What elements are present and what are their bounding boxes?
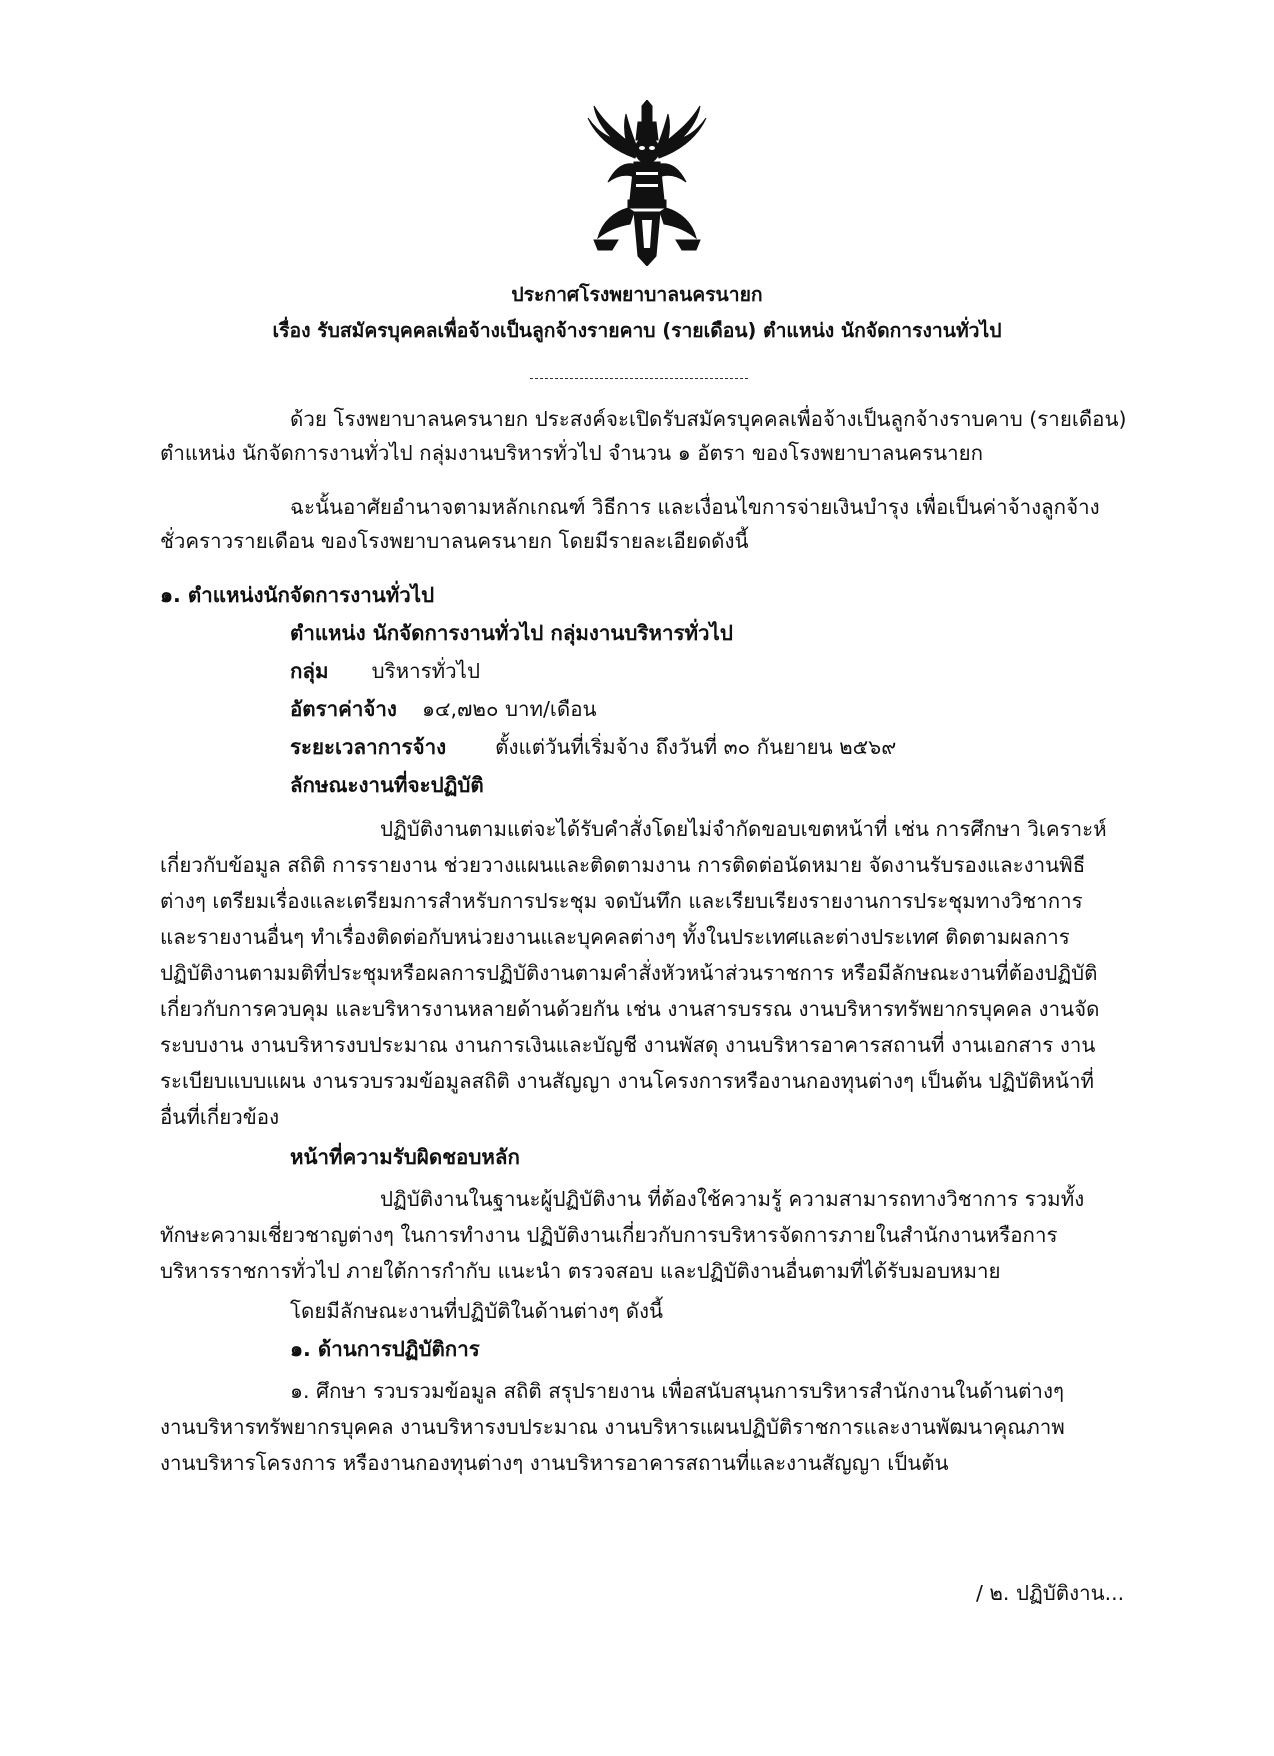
area-1-line: งานบริหารทรัพยากรบุคคล งานบริหารงบประมาณ งานบริหารแผนปฏิบัติราชการและงานพัฒนาคุณภาพ	[160, 1415, 1065, 1439]
period-label: ระยะเวลาการจ้าง	[290, 735, 447, 759]
title-separator	[530, 378, 748, 379]
section-1-heading: ๑. ตำแหน่งนักจัดการงานทั่วไป	[160, 583, 435, 607]
document-title: ประกาศโรงพยาบาลนครนายก	[511, 283, 763, 306]
area-1-line: งานบริหารโครงการ หรืองานกองทุนต่างๆ งานบริหารอาคารสถานที่และงานสัญญา เป็นต้น	[160, 1451, 949, 1475]
areas-intro: โดยมีลักษณะงานที่ปฏิบัติในด้านต่างๆ ดังนี้	[290, 1299, 664, 1323]
duties-heading: ลักษณะงานที่จะปฏิบัติ	[290, 773, 484, 797]
duties-line: อื่นที่เกี่ยวข้อง	[160, 1105, 280, 1129]
duties-line: เกี่ยวกับข้อมูล สถิติ การรายงาน ช่วยวางแผนและติดตามงาน การติดต่อนัดหมาย จัดงานรับรองและงานพิธี	[160, 853, 1086, 877]
intro-paragraph-2-line-2: ชั่วคราวรายเดือน ของโรงพยาบาลนครนายก โดยมีรายละเอียดดังนี้	[160, 529, 749, 553]
responsibilities-line: บริหารราชการทั่วไป ภายใต้การกำกับ แนะนำ ตรวจสอบ และปฏิบัติงานอื่นตามที่ได้รับมอบหมาย	[160, 1259, 1001, 1283]
responsibilities-line: ทักษะความเชี่ยวชาญต่างๆ ในการทำงาน ปฏิบัติงานเกี่ยวกับการบริหารจัดการภายในสำนักงานหรือการ	[160, 1223, 1058, 1247]
duties-line: ระเบียบแบบแผน งานรวบรวมข้อมูลสถิติ งานสัญญา งานโครงการหรืองานกองทุนต่างๆ เป็นต้น ปฏิบัติหน้าที่	[160, 1069, 1095, 1093]
duties-line: ระบบงาน งานบริหารงบประมาณ งานการเงินและบัญชี งานพัสดุ งานบริหารอาคารสถานที่ งานเอกสาร งาน	[160, 1033, 1096, 1057]
page-continuation: / ๒. ปฏิบัติงาน...	[976, 1581, 1125, 1605]
wage-value: ๑๔,๗๒๐ บาท/เดือน	[421, 697, 597, 721]
period-row	[290, 732, 896, 762]
duties-line: และรายงานอื่นๆ ทำเรื่องติดต่อกับหน่วยงานและบุคคลต่างๆ ทั้งในประเทศและต่างประเทศ ติดตามผลการ	[160, 925, 1070, 949]
area-1-heading: ๑. ด้านการปฏิบัติการ	[290, 1337, 480, 1361]
position-line: ตำแหน่ง นักจัดการงานทั่วไป กลุ่มงานบริหารทั่วไป	[290, 621, 733, 645]
wage-row	[290, 694, 597, 724]
intro-paragraph-1-line-1: ด้วย โรงพยาบาลนครนายก ประสงค์จะเปิดรับสมัครบุคคลเพื่อจ้างเป็นลูกจ้างราบคาบ (รายเดือน)	[290, 407, 1127, 431]
responsibilities-line: ปฏิบัติงานในฐานะผู้ปฏิบัติงาน ที่ต้องใช้ความรู้ ความสามารถทางวิชาการ รวมทั้ง	[380, 1187, 1085, 1211]
document-subject: เรื่อง รับสมัครบุคคลเพื่อจ้างเป็นลูกจ้างรายคาบ (รายเดือน) ตำแหน่ง นักจัดการงานทั่วไป	[272, 319, 1002, 342]
intro-paragraph-2-line-1: ฉะนั้นอาศัยอำนาจตามหลักเกณฑ์ วิธีการ และเงื่อนไขการจ่ายเงินบำรุง เพื่อเป็นค่าจ้างลูกจ้าง	[290, 495, 1100, 519]
area-1-line: ๑. ศึกษา รวบรวมข้อมูล สถิติ สรุปรายงาน เพื่อสนับสนุนการบริหารสำนักงานในด้านต่างๆ	[290, 1379, 1064, 1403]
garuda-emblem	[578, 100, 716, 266]
duties-line: เกี่ยวกับการควบคุม และบริหารงานหลายด้านด้วยกัน เช่น งานสารบรรณ งานบริหารทรัพยากรบุคคล งานจัด	[160, 997, 1100, 1021]
group-row	[290, 656, 480, 686]
group-value: บริหารทั่วไป	[371, 659, 480, 683]
duties-line: ปฏิบัติงานตามแต่จะได้รับคำสั่งโดยไม่จำกัดขอบเขตหน้าที่ เช่น การศึกษา วิเคราะห์	[380, 817, 1107, 841]
duties-line: ปฏิบัติงานตามมติที่ประชุมหรือผลการปฏิบัติงานตามคำสั่งหัวหน้าส่วนราชการ หรือมีลักษณะงานที่ต้องปฏิบัติ	[160, 961, 1098, 985]
responsibilities-heading: หน้าที่ความรับผิดชอบหลัก	[290, 1145, 520, 1169]
duties-line: ต่างๆ เตรียมเรื่องและเตรียมการสำหรับการประชุม จดบันทึก และเรียบเรียงรายงานการประชุมทางวิชาการ	[160, 889, 1083, 913]
group-label: กลุ่ม	[290, 659, 329, 683]
period-value: ตั้งแต่วันที่เริ่มจ้าง ถึงวันที่ ๓๐ กันยายน ๒๕๖๙	[495, 735, 897, 759]
intro-paragraph-1-line-2: ตำแหน่ง นักจัดการงานทั่วไป กลุ่มงานบริหารทั่วไป จำนวน ๑ อัตรา ของโรงพยาบาลนครนายก	[160, 441, 984, 465]
wage-label: อัตราค่าจ้าง	[290, 697, 397, 721]
